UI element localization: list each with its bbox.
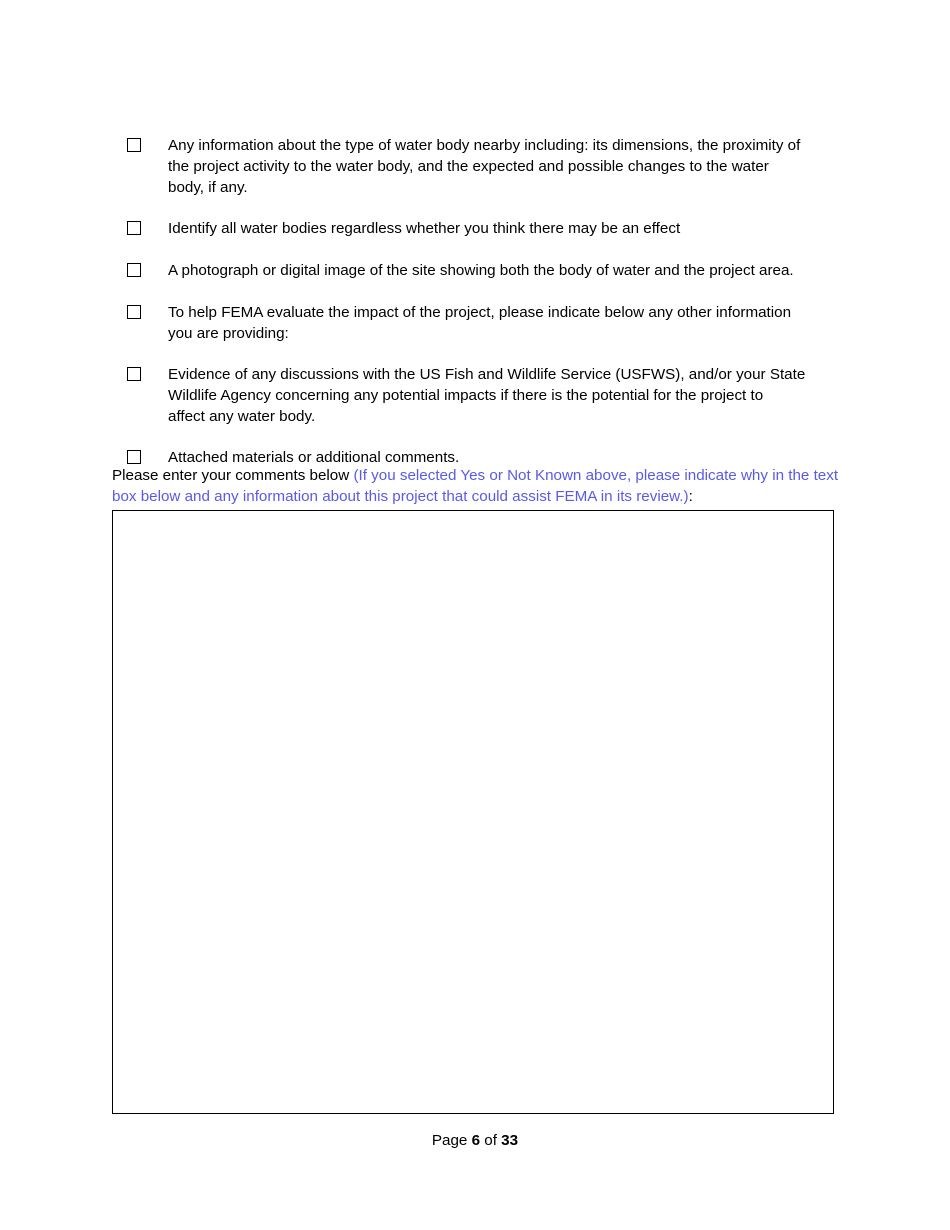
of-label: of [480,1132,502,1149]
checklist-item-label: Identify all water bodies regardless whether you think there may be an effect [168,220,681,237]
checkbox[interactable] [127,367,141,381]
checklist-item-identify-water-bodies [127,218,842,239]
checkbox[interactable] [127,221,141,235]
checkbox[interactable] [127,450,141,464]
checklist-item-label: A photograph or digital image of the site showing both the body of water and the project area. [168,262,794,279]
current-page-number: 6 [471,1132,481,1149]
checklist-item-label: To help FEMA evaluate the impact of the project, please indicate below any other information you are providing: [168,304,792,342]
total-pages-number: 33 [501,1132,519,1149]
checklist-item-water-body-info [127,135,842,198]
page-label: Page [431,1132,472,1149]
checklist-item-label: Any information about the type of water body nearby including: its dimensions, the proximity of the project activity to the water body, and the expected and possible changes to the water body, if any. [168,137,801,196]
checkbox[interactable] [127,138,141,152]
checklist-item-label: Attached materials or additional comments. [168,449,460,466]
checkbox[interactable] [127,305,141,319]
checklist-item-label: Evidence of any discussions with the US Fish and Wildlife Service (USFWS), and/or your State Wildlife Agency concerning any potential impacts if there is the potential for the project to affect any water body. [168,366,806,425]
comments-hint: (If you selected Yes or Not Known above, please indicate why in the text box below and any information about this project that could assist FEMA in its review.) [112,467,839,505]
comments-prompt-text: Please enter your comments below [112,467,354,484]
checklist-item-usfws-discussions [127,364,842,427]
checklist-item-other-information [127,302,842,344]
comments-prompt [112,465,842,507]
comments-prompt-suffix: : [688,488,693,505]
comments-textbox[interactable] [112,510,834,1114]
checklist-item-photograph [127,260,842,281]
checkbox[interactable] [127,263,141,277]
page-footer [0,1132,950,1149]
